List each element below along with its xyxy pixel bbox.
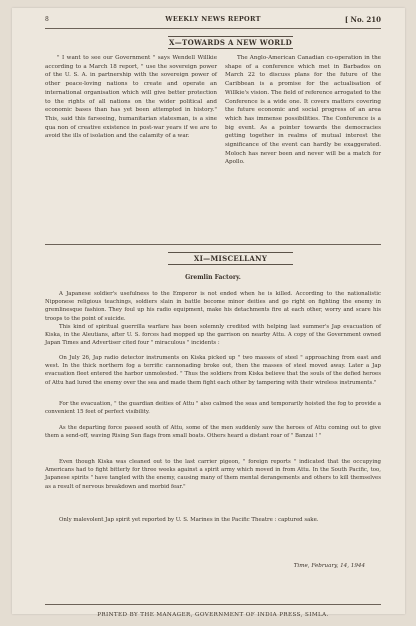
article-paragraph-3: On July 26, Jap radio detector instruments on Kiska picked up " two masses of steel " approaching from east and west. In the thick northern fog a terrific cannonading broke out, then the masses of steel moved away. Later a Jap evacuation fleet entered the harbor unmolested. " Thus the soldiers from Kiska believe that the souls of the defied heroes of Attu had lured the enemy over the sea and made them fight each other by tampering with their wireless instruments."	[45, 355, 381, 386]
page-header	[45, 15, 381, 27]
section-x-right-column	[225, 54, 381, 167]
article-paragraph-5: As the departing force passed south of Attu, some of the men suddenly saw the heroes of Attu coming out to give them a send-off, waving Rising Sun flags from small boats. Others heard a distant roar of " Banzai ! "	[45, 425, 381, 440]
article-subtitle: Gremlin Factory.	[185, 274, 241, 281]
article-paragraph-7: Only malevolent Jap spirit yet reported by U. S. Marines in the Pacific Theatre : captured sake.	[59, 517, 319, 523]
source-signoff: Time, February, 14, 1944	[293, 563, 365, 569]
section-x-left-paragraph: " I want to see our Government " says Wendell Willkie according to a March 18 report, " use the sovereign power of the U. S. A. in partnership with the sovereign power of other peace-loving nations to create and operate an international organisation which will give better protection to the rights of all nations on the wider political and economic bases than has yet been attempted in history." This, said this farseeing, humanitarian statesman, is a sine qua non of creative existence in post-war years if we are to avoid the ills of isolation and the calamity of a war.	[45, 55, 217, 140]
article-paragraph-4: For the evacuation, " the guardian deities of Attu " also calmed the seas and temporarily hoisted the fog to provide a convenient 15 feet of perfect visibility.	[45, 401, 381, 416]
article-paragraph-6: Even though Kiska was cleaned out to the last carrier pigeon, " foreign reports " indicated that the occupying Americans had to fight bitterly for three weeks against a spirit army which moved in from Attu. In the South Pacific, too, Japanese spirits " have tangled with the enemy, causing many of them mental derangements and others to kill themselves as a result of nervous breakdown and morbid fear."	[45, 459, 381, 490]
section-heading-x: X—TOWARDS A NEW WORLD	[169, 38, 292, 47]
report-title: WEEKLY NEWS REPORT	[165, 15, 261, 23]
footer-rule	[45, 604, 381, 605]
document-page	[12, 8, 405, 618]
issue-number: [ No. 210	[344, 15, 381, 24]
printer-footer: PRINTED BY THE MANAGER, GOVERNMENT OF INDIA PRESS, SIMLA.	[97, 612, 329, 618]
section-x-left-column	[45, 54, 217, 141]
section-heading-xi: XI—MISCELLANY	[168, 252, 293, 265]
article-paragraph-2: This kind of spiritual guerrilla warfare has been solemnly credited with helping last summer's Jap evacuation of Kiska, in the Aleutians, after U. S. forces had mopped up the garrison on nearby Attu. A copy of the Government owned Japan Times and Advertiser cited four " miraculous " incidents :	[45, 324, 381, 347]
section-rule	[45, 244, 381, 245]
header-rule	[45, 28, 381, 29]
section-x-right-paragraph: The Anglo-American Canadian co-operation in the shape of a conference which met in Barbados on March 22 to discuss plans for the future of the Caribbean is a promise for the actualisation of Willkie's vision. The field of reference arrogated to the Conference is a wide one. It covers matters covering the future economic and social progress of an area which has immense possibilities. The Conference is a big event. As a pointer towards the democracies getting together in realms of mutual interest the significance of the event can hardly be exaggerated. Moloch has never been and never will be a match for Apollo.	[225, 55, 381, 166]
page-number: 8	[45, 16, 49, 23]
article-paragraph-1: A Japanese soldier's usefulness to the Emperor is not ended when he is killed. According to the nationalistic Nipponese religious teachings, soldiers slain in battle become minor deities and go right on fighting the enemy in gremlinesque fashion. They foul up his radio equipment, make his detachments fire at each other, worry and scare his troops to the point of suicide.	[45, 291, 381, 322]
